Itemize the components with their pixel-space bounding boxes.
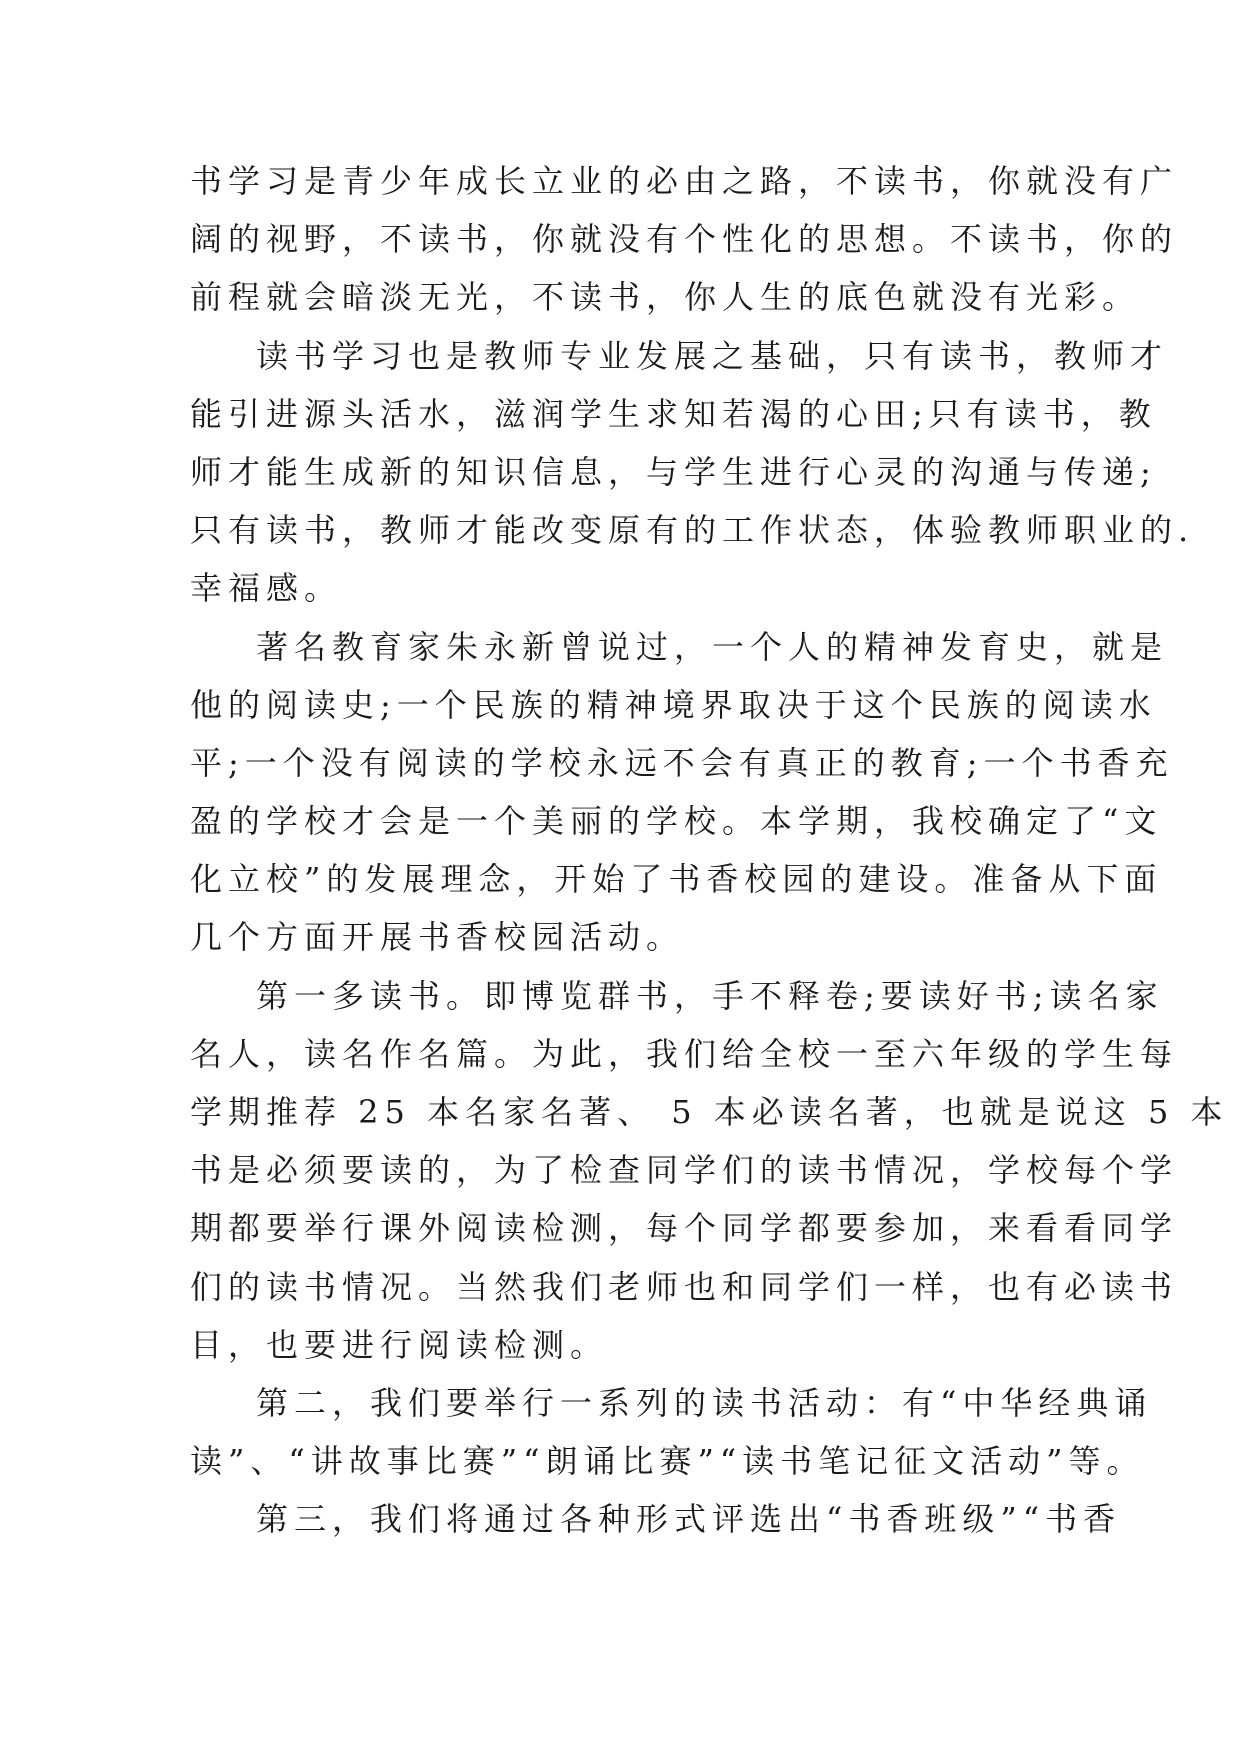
paragraph-start-line: 第三，我们将通过各种形式评选出“书香班级”“书香 (256, 1500, 1122, 1539)
text-line: 他的阅读史;一个民族的精神境界取决于这个民族的阅读水 (190, 685, 1157, 724)
text-line: 名人，读名作名篇。为此，我们给全校一至六年级的学生每 (190, 1034, 1179, 1073)
text-line: 前程就会暗淡无光，不读书，你人生的底色就没有光彩。 (190, 278, 1141, 317)
text-line: 盈的学校才会是一个美丽的学校。本学期，我校确定了“文 (190, 802, 1163, 841)
text-line: 幸福感。 (190, 569, 343, 608)
text-line: 学期推荐 25 本名家名著、 5 本必读名著，也就是说这 5 本 (190, 1093, 1229, 1131)
text-line: 化立校”的发展理念，开始了书香校园的建设。准备从下面 (190, 860, 1163, 899)
text-line: 几个方面开展书香校园活动。 (190, 918, 685, 957)
text-line: 们的读书情况。当然我们老师也和同学们一样，也有必读书 (190, 1267, 1179, 1306)
paragraph-start-line: 读书学习也是教师专业发展之基础，只有读书，教师才 (256, 336, 1169, 375)
paragraph-start-line: 著名教育家朱永新曾说过，一个人的精神发育史，就是 (256, 627, 1169, 666)
text-line: 平;一个没有阅读的学校永远不会有真正的教育;一个书香充 (190, 743, 1174, 782)
text-line: 书学习是青少年成长立业的必由之路，不读书，你就没有广 (190, 162, 1179, 200)
text-line: 目，也要进行阅读检测。 (190, 1325, 609, 1364)
text-line: 书是必须要读的，为了检查同学们的读书情况，学校每个学 (190, 1151, 1179, 1190)
text-line: 只有读书，教师才能改变原有的工作状态，体验教师职业的. (190, 511, 1195, 550)
text-line: 读”、“讲故事比赛”“朗诵比赛”“读书笔记征文活动”等。 (190, 1442, 1145, 1481)
text-line: 能引进源头活水，滋润学生求知若渴的心田;只有读书，教 (190, 394, 1157, 433)
text-line: 师才能生成新的知识信息，与学生进行心灵的沟通与传递; (190, 452, 1157, 491)
text-line: 期都要举行课外阅读检测，每个同学都要参加，来看看同学 (190, 1209, 1179, 1248)
paragraph-start-line: 第一多读书。即博览群书，手不释卷;要读好书;读名家 (256, 976, 1164, 1015)
paragraph-start-line: 第二，我们要举行一系列的读书活动：有“中华经典诵 (256, 1383, 1153, 1422)
document-body (190, 152, 1229, 1549)
text-line: 阔的视野，不读书，你就没有个性化的思想。不读书，你的 (190, 220, 1179, 259)
